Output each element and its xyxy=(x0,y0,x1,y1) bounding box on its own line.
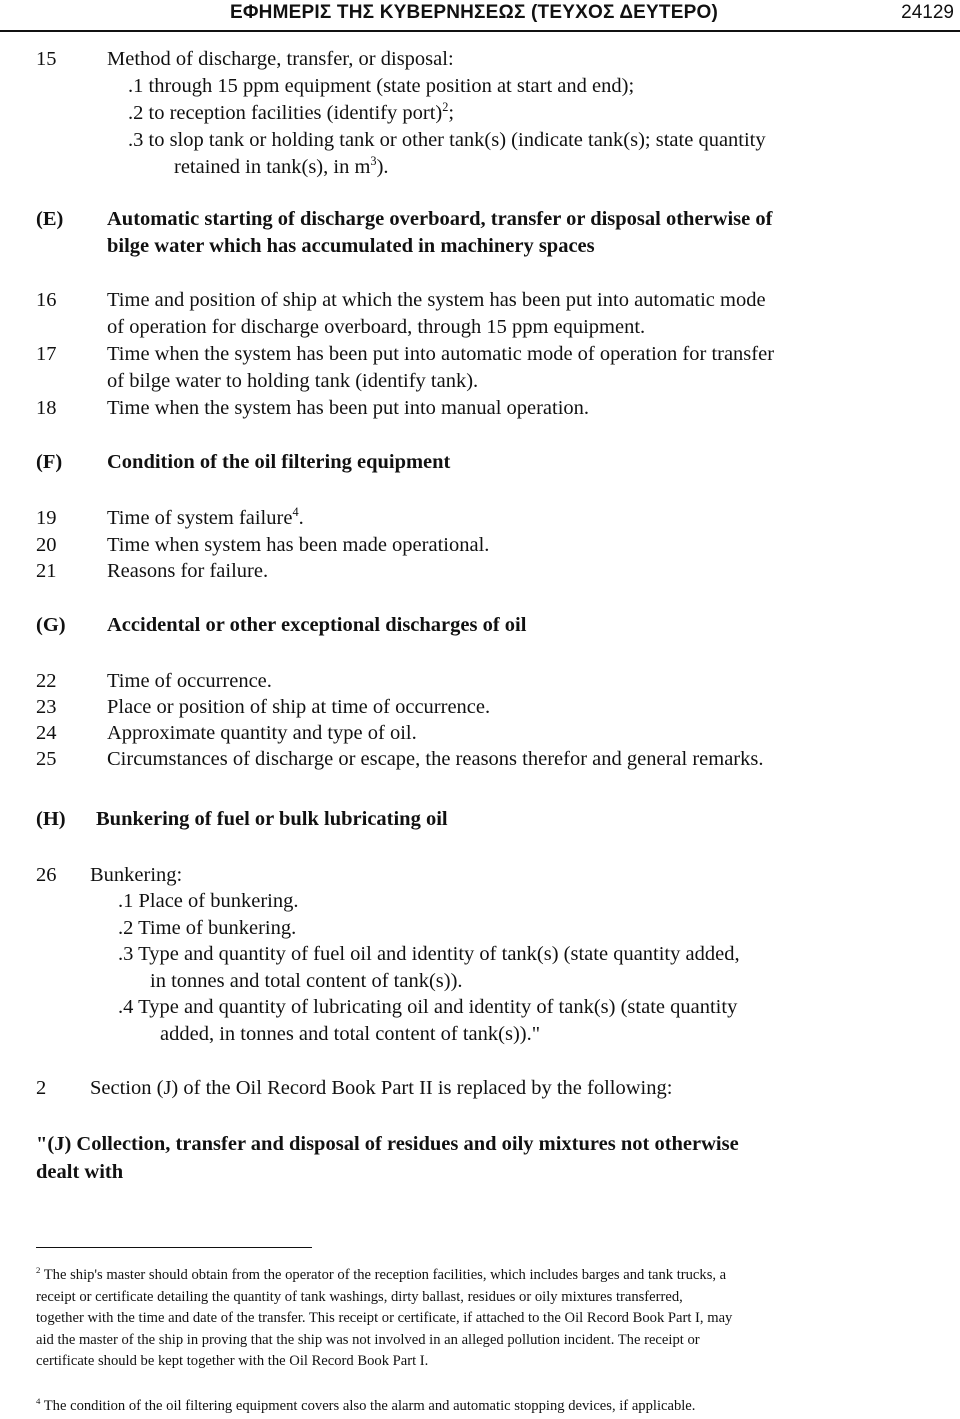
footnote-text: certificate should be kept together with the Oil Record Book Part I. xyxy=(36,1353,429,1369)
section-heading: Condition of the oil filtering equipment xyxy=(107,451,451,473)
footnote-mark: 4 xyxy=(36,1396,41,1407)
section-heading: dealt with xyxy=(36,1161,124,1183)
item-number: 15 xyxy=(36,48,57,70)
item-text: Place or position of ship at time of occurrence. xyxy=(107,696,491,718)
section-heading: Accidental or other exceptional discharges of oil xyxy=(107,614,527,636)
item-text: Reasons for failure. xyxy=(107,560,269,582)
item-text: Section (J) of the Oil Record Book Part II is replaced by the following: xyxy=(90,1077,673,1099)
sub-item-text: .1 Place of bunkering. xyxy=(118,890,299,912)
sub-item-text: in tonnes and total content of tank(s)). xyxy=(150,970,463,992)
sub-item-text xyxy=(174,154,389,180)
sub-item-text: .1 through 15 ppm equipment (state position at start and end); xyxy=(128,75,635,97)
item-text: Approximate quantity and type of oil. xyxy=(107,722,417,744)
footnote-mark: 2 xyxy=(36,1265,41,1276)
footnote-text: aid the master of the ship in proving that the ship was not involved in an alleged pollution incident. The receipt or xyxy=(36,1332,700,1348)
sub-item-text: .2 Time of bunkering. xyxy=(118,917,297,939)
footnote xyxy=(36,1396,695,1418)
item-text-main: Time of system failure xyxy=(107,507,293,529)
item-text: of bilge water to holding tank (identify tank). xyxy=(107,370,479,392)
section-heading: Automatic starting of discharge overboard, transfer or disposal otherwise of xyxy=(107,208,773,230)
item-text xyxy=(107,505,304,531)
item-number: 17 xyxy=(36,343,57,365)
item-text: of operation for discharge overboard, through 15 ppm equipment. xyxy=(107,316,646,338)
item-text: Bunkering: xyxy=(90,864,183,886)
item-number: 19 xyxy=(36,507,57,529)
footnote-ref: 2 xyxy=(442,100,449,115)
sub-item-text: .3 to slop tank or holding tank or other tank(s) (indicate tank(s); state quantity xyxy=(128,129,766,151)
sub-item-text: added, in tonnes and total content of tank(s))." xyxy=(160,1023,541,1045)
section-heading: "(J) Collection, transfer and disposal of residues and oily mixtures not otherwise xyxy=(36,1133,739,1155)
item-number: 20 xyxy=(36,534,57,556)
section-label: (H) xyxy=(36,808,66,830)
item-number: 24 xyxy=(36,722,57,744)
section-heading: bilge water which has accumulated in machinery spaces xyxy=(107,235,595,257)
superscript: 3 xyxy=(370,154,377,169)
item-number: 25 xyxy=(36,748,57,770)
footnote-text: The ship's master should obtain from the operator of the reception facilities, which includes barges and tank trucks, a xyxy=(43,1267,727,1283)
item-number: 16 xyxy=(36,289,57,311)
sub-item-text: .3 Type and quantity of fuel oil and identity of tank(s) (state quantity added, xyxy=(118,943,740,965)
item-number: 21 xyxy=(36,560,57,582)
sub-item-text-end: ). xyxy=(376,156,389,178)
item-text: Circumstances of discharge or escape, the reasons therefor and general remarks. xyxy=(107,748,764,770)
footnote-ref: 4 xyxy=(292,505,299,520)
item-number: 26 xyxy=(36,864,57,886)
item-number: 23 xyxy=(36,696,57,718)
item-number: 22 xyxy=(36,670,57,692)
section-label: (F) xyxy=(36,451,63,473)
footnote-text: The condition of the oil filtering equipment covers also the alarm and automatic stopping devices, if applicable. xyxy=(43,1398,696,1414)
footnote-text: together with the time and date of the transfer. This receipt or certificate, if attached to the Oil Record Book Part I, may xyxy=(36,1310,733,1326)
section-label: (E) xyxy=(36,208,64,230)
item-text: Method of discharge, transfer, or disposal: xyxy=(107,48,454,70)
footnote xyxy=(36,1265,726,1287)
section-heading: Bunkering of fuel or bulk lubricating oil xyxy=(96,808,448,830)
sub-item-text: .4 Type and quantity of lubricating oil and identity of tank(s) (state quantity xyxy=(118,996,738,1018)
footnote-text: receipt or certificate detailing the quantity of tank washings, dirty ballast, residues or oily mixtures transferred, xyxy=(36,1289,683,1305)
sub-item-text-main: retained in tank(s), in m xyxy=(174,156,371,178)
page-number: 24129 xyxy=(901,2,954,23)
page-header xyxy=(0,0,960,32)
item-number: 2 xyxy=(36,1077,47,1099)
gazette-title: ΕΦΗΜΕΡΙΣ ΤΗΣ ΚΥΒΕΡΝΗΣΕΩΣ (ΤΕΥΧΟΣ ΔΕΥΤΕΡΟ) xyxy=(230,2,718,23)
sub-item-text xyxy=(128,100,454,126)
item-text-end: . xyxy=(298,507,304,529)
item-text: Time when system has been made operational. xyxy=(107,534,490,556)
item-text: Time and position of ship at which the system has been put into automatic mode xyxy=(107,289,766,311)
footnote-divider xyxy=(36,1247,312,1248)
section-label: (G) xyxy=(36,614,66,636)
sub-item-text-main: .2 to reception facilities (identify port) xyxy=(128,102,443,124)
item-text: Time when the system has been put into manual operation. xyxy=(107,397,590,419)
item-text: Time of occurrence. xyxy=(107,670,272,692)
item-text: Time when the system has been put into automatic mode of operation for transfer xyxy=(107,343,775,365)
item-number: 18 xyxy=(36,397,57,419)
sub-item-text-end: ; xyxy=(448,102,455,124)
